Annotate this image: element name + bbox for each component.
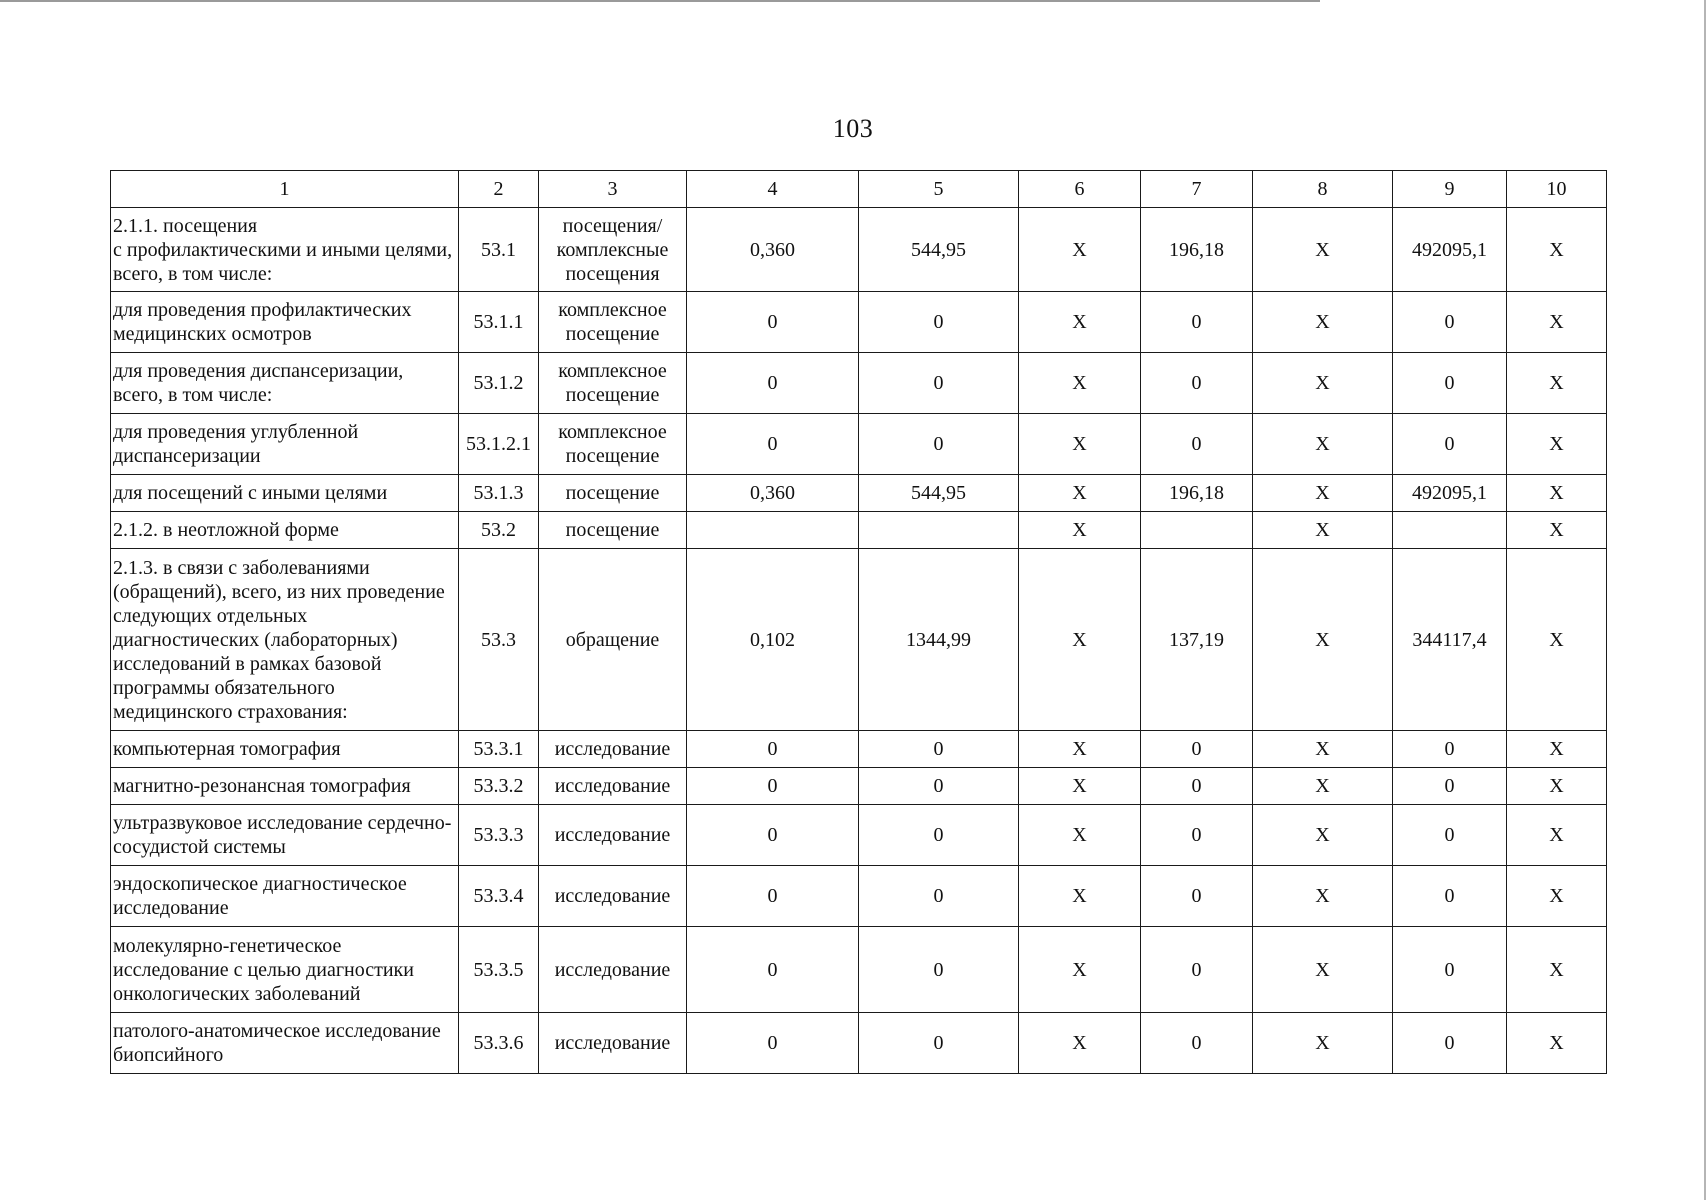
cell-col-4: 0 xyxy=(687,1013,859,1074)
row-code: 53.1.2 xyxy=(459,353,539,414)
row-unit: исследование xyxy=(539,866,687,927)
page-number: 103 xyxy=(832,114,874,143)
row-name: патолого-анатомическое исследование биопсийного xyxy=(111,1013,459,1074)
cell-col-4: 0 xyxy=(687,805,859,866)
row-unit: комплексное посещение xyxy=(539,414,687,475)
cell-col-7: 137,19 xyxy=(1141,549,1253,731)
cell-col-10: X xyxy=(1507,731,1607,768)
cell-col-9: 0 xyxy=(1393,353,1507,414)
column-header: 9 xyxy=(1393,171,1507,208)
row-name-text: 2.1.1. посещения с профилактическими и иными целями, всего, в том числе: xyxy=(113,214,453,285)
cell-col-6: X xyxy=(1019,1013,1141,1074)
cell-col-10: X xyxy=(1507,1013,1607,1074)
row-code: 53.1 xyxy=(459,208,539,292)
row-name: для проведения углубленной диспансеризации xyxy=(111,414,459,475)
cell-col-4: 0 xyxy=(687,292,859,353)
cell-col-6: X xyxy=(1019,866,1141,927)
cell-col-9: 0 xyxy=(1393,414,1507,475)
cell-col-10: X xyxy=(1507,512,1607,549)
cell-col-6: X xyxy=(1019,292,1141,353)
cell-col-6: X xyxy=(1019,549,1141,731)
cell-col-6: X xyxy=(1019,731,1141,768)
cell-col-5: 1344,99 xyxy=(859,549,1019,731)
cell-col-9: 344117,4 xyxy=(1393,549,1507,731)
row-unit: исследование xyxy=(539,731,687,768)
cell-col-10: X xyxy=(1507,353,1607,414)
cell-col-10: X xyxy=(1507,208,1607,292)
cell-col-8: X xyxy=(1253,512,1393,549)
column-header: 1 xyxy=(111,171,459,208)
row-name: ультразвуковое исследование сердечно-сосудистой системы xyxy=(111,805,459,866)
scan-edge-top xyxy=(0,0,1320,2)
row-code: 53.3.5 xyxy=(459,927,539,1013)
cell-col-6: X xyxy=(1019,353,1141,414)
cell-col-6: X xyxy=(1019,805,1141,866)
row-name: магнитно-резонансная томография xyxy=(111,768,459,805)
table-row xyxy=(111,292,1607,353)
cell-col-5: 0 xyxy=(859,768,1019,805)
cell-col-5: 0 xyxy=(859,927,1019,1013)
column-header: 7 xyxy=(1141,171,1253,208)
cell-col-8: X xyxy=(1253,927,1393,1013)
cell-col-8: X xyxy=(1253,292,1393,353)
cell-col-4: 0 xyxy=(687,414,859,475)
cell-col-6: X xyxy=(1019,512,1141,549)
row-name: для проведения профилактических медицинских осмотров xyxy=(111,292,459,353)
cell-col-9: 0 xyxy=(1393,866,1507,927)
cell-col-8: X xyxy=(1253,475,1393,512)
cell-col-10: X xyxy=(1507,768,1607,805)
cell-col-4: 0 xyxy=(687,353,859,414)
row-unit: исследование xyxy=(539,805,687,866)
cell-col-5: 0 xyxy=(859,731,1019,768)
cell-col-4: 0 xyxy=(687,768,859,805)
cell-col-6: X xyxy=(1019,208,1141,292)
row-name: эндоскопическое диагностическое исследование xyxy=(111,866,459,927)
row-code: 53.1.2.1 xyxy=(459,414,539,475)
row-code: 53.3.4 xyxy=(459,866,539,927)
cell-col-7: 0 xyxy=(1141,731,1253,768)
cell-col-6: X xyxy=(1019,414,1141,475)
cell-col-7: 196,18 xyxy=(1141,208,1253,292)
cell-col-6: X xyxy=(1019,927,1141,1013)
cell-col-9: 492095,1 xyxy=(1393,208,1507,292)
cell-col-7: 0 xyxy=(1141,805,1253,866)
column-header: 10 xyxy=(1507,171,1607,208)
cell-col-4: 0 xyxy=(687,927,859,1013)
column-header: 4 xyxy=(687,171,859,208)
cell-col-5: 0 xyxy=(859,353,1019,414)
cell-col-9 xyxy=(1393,512,1507,549)
row-name: компьютерная томография xyxy=(111,731,459,768)
cell-col-7: 0 xyxy=(1141,927,1253,1013)
cell-col-7: 0 xyxy=(1141,1013,1253,1074)
row-unit: посещение xyxy=(539,475,687,512)
cell-col-7: 0 xyxy=(1141,414,1253,475)
cell-col-8: X xyxy=(1253,768,1393,805)
row-code: 53.3.6 xyxy=(459,1013,539,1074)
cell-col-8: X xyxy=(1253,731,1393,768)
cell-col-10: X xyxy=(1507,805,1607,866)
row-name: для проведения диспансеризации, всего, в том числе: xyxy=(111,353,459,414)
cell-col-8: X xyxy=(1253,1013,1393,1074)
row-code: 53.3.3 xyxy=(459,805,539,866)
cell-col-8: X xyxy=(1253,805,1393,866)
cell-col-10: X xyxy=(1507,475,1607,512)
row-unit: посещение xyxy=(539,512,687,549)
cell-col-8: X xyxy=(1253,353,1393,414)
table-row xyxy=(111,805,1607,866)
column-header: 5 xyxy=(859,171,1019,208)
column-number-row xyxy=(111,171,1607,208)
cell-col-5: 0 xyxy=(859,292,1019,353)
cell-col-8: X xyxy=(1253,549,1393,731)
cell-col-7 xyxy=(1141,512,1253,549)
table-row xyxy=(111,414,1607,475)
table-row xyxy=(111,208,1607,292)
cell-col-9: 0 xyxy=(1393,292,1507,353)
cell-col-9: 0 xyxy=(1393,927,1507,1013)
table-row xyxy=(111,512,1607,549)
cell-col-7: 0 xyxy=(1141,768,1253,805)
table-row xyxy=(111,1013,1607,1074)
cell-col-5 xyxy=(859,512,1019,549)
cell-col-4 xyxy=(687,512,859,549)
column-header: 8 xyxy=(1253,171,1393,208)
data-table xyxy=(110,170,1607,1074)
cell-col-9: 492095,1 xyxy=(1393,475,1507,512)
table-row xyxy=(111,353,1607,414)
column-header: 3 xyxy=(539,171,687,208)
table-row xyxy=(111,866,1607,927)
cell-col-7: 0 xyxy=(1141,353,1253,414)
table-row xyxy=(111,927,1607,1013)
table-row xyxy=(111,768,1607,805)
row-name: 2.1.3. в связи с заболеваниями (обращений), всего, из них проведение следующих отдельных диагностических (лабораторных) исследований в рамках базовой программы обязательного медицинского страхования: xyxy=(111,549,459,731)
cell-col-7: 0 xyxy=(1141,866,1253,927)
cell-col-9: 0 xyxy=(1393,1013,1507,1074)
row-name: для посещений с иными целями xyxy=(111,475,459,512)
cell-col-10: X xyxy=(1507,866,1607,927)
cell-col-8: X xyxy=(1253,414,1393,475)
row-name: 2.1.2. в неотложной форме xyxy=(111,512,459,549)
row-code: 53.3 xyxy=(459,549,539,731)
cell-col-5: 544,95 xyxy=(859,475,1019,512)
cell-col-4: 0 xyxy=(687,731,859,768)
column-header: 6 xyxy=(1019,171,1141,208)
cell-col-9: 0 xyxy=(1393,805,1507,866)
row-unit: комплексное посещение xyxy=(539,292,687,353)
column-header: 2 xyxy=(459,171,539,208)
cell-col-5: 0 xyxy=(859,866,1019,927)
cell-col-6: X xyxy=(1019,475,1141,512)
cell-col-5: 0 xyxy=(859,414,1019,475)
cell-col-10: X xyxy=(1507,927,1607,1013)
table-row xyxy=(111,475,1607,512)
cell-col-6: X xyxy=(1019,768,1141,805)
table-row xyxy=(111,731,1607,768)
row-unit: посещения/ комплексные посещения xyxy=(539,208,687,292)
cell-col-4: 0,360 xyxy=(687,208,859,292)
cell-col-10: X xyxy=(1507,292,1607,353)
cell-col-10: X xyxy=(1507,549,1607,731)
cell-col-9: 0 xyxy=(1393,768,1507,805)
row-code: 53.3.1 xyxy=(459,731,539,768)
cell-col-5: 0 xyxy=(859,1013,1019,1074)
cell-col-7: 196,18 xyxy=(1141,475,1253,512)
cell-col-8: X xyxy=(1253,866,1393,927)
table-row xyxy=(111,549,1607,731)
row-code: 53.1.1 xyxy=(459,292,539,353)
row-unit: обращение xyxy=(539,549,687,731)
cell-col-5: 0 xyxy=(859,805,1019,866)
row-name xyxy=(111,208,459,292)
cell-col-7: 0 xyxy=(1141,292,1253,353)
cell-col-8: X xyxy=(1253,208,1393,292)
cell-col-4: 0 xyxy=(687,866,859,927)
cell-col-10: X xyxy=(1507,414,1607,475)
row-unit: комплексное посещение xyxy=(539,353,687,414)
cell-col-4: 0,102 xyxy=(687,549,859,731)
row-unit: исследование xyxy=(539,768,687,805)
row-unit: исследование xyxy=(539,927,687,1013)
row-code: 53.1.3 xyxy=(459,475,539,512)
cell-col-9: 0 xyxy=(1393,731,1507,768)
row-unit: исследование xyxy=(539,1013,687,1074)
cell-col-4: 0,360 xyxy=(687,475,859,512)
row-code: 53.3.2 xyxy=(459,768,539,805)
row-code: 53.2 xyxy=(459,512,539,549)
row-name: молекулярно-генетическое исследование с целью диагностики онкологических заболеваний xyxy=(111,927,459,1013)
cell-col-5: 544,95 xyxy=(859,208,1019,292)
